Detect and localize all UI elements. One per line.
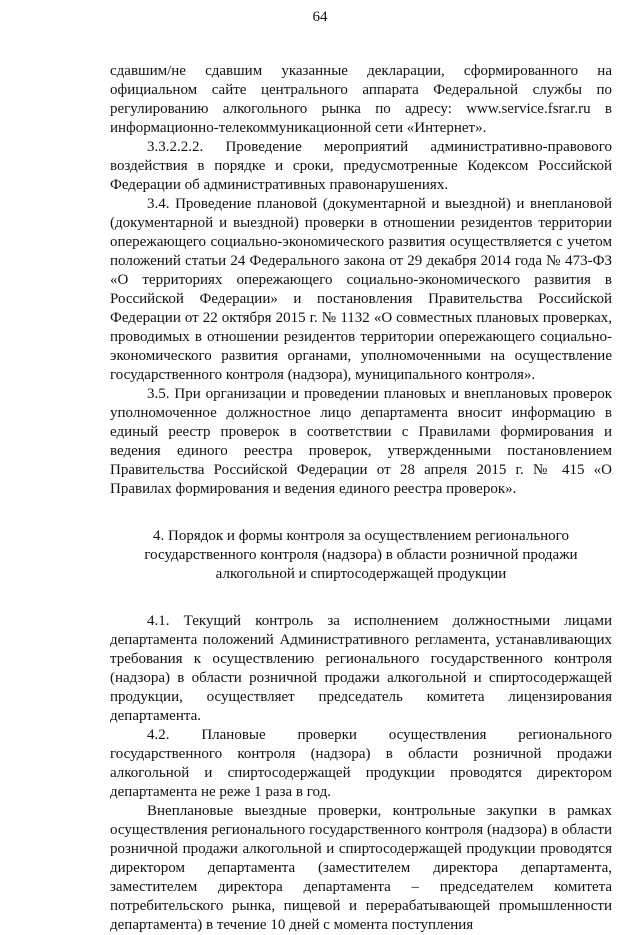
paragraph-3-4: 3.4. Проведение плановой (документарной и выездной) и внеплановой (документарной и выездной) проверки в отношении резидентов территории опережающего социально-экономического развития осуществляется с учетом положений статьи 24 Федерального закона от 29 декабря 2014 года № 473-ФЗ «О территориях опережающего социально-экономического развития в Российской Федерации» и постановления Правительства Российской Федерации от 22 октября 2015 г. № 1132 «О совместных плановых проверках, проводимых в отношении резидентов территории опережающего социально-экономического развития органами, уполномоченными на осуществление государственного контроля (надзора), муниципального контроля». [110, 196, 612, 383]
section-heading-line: 4. Порядок и формы контроля за осуществлением регионального [153, 528, 569, 544]
paragraph-unscheduled-inspections: Внеплановые выездные проверки, контрольные закупки в рамках осуществления регионального государственного контроля (надзора) в области розничной продажи алкогольной и спиртосодержащей продукции проводятся директором департамента (заместителем директора департамента, заместителем директора департамента – председателем комитета потребительского рынка, пищевой и перерабатывающей промышленности департамента) в течение 10 дней с момента поступления [110, 803, 612, 933]
section-heading-line: алкогольной и спиртосодержащей продукции [215, 566, 507, 582]
paragraph-4-1: 4.1. Текущий контроль за исполнением должностными лицами департамента положений Административного регламента, устанавливающих требования к осуществлению регионального государственного контроля (надзора) в области розничной продажи алкогольной и спиртосодержащей продукции, осуществляет председатель комитета лицензирования департамента. [110, 613, 612, 724]
page-number: 64 [312, 9, 328, 25]
section-heading-line: государственного контроля (надзора) в области розничной продажи [144, 547, 578, 563]
section-heading [110, 527, 612, 584]
paragraph-3-5: 3.5. При организации и проведении плановых и внеплановых проверок уполномоченное должностное лицо департамента вносит информацию в единый реестр проверок в соответствии с Правилами формирования и ведения единого реестра проверок, утвержденными постановлением Правительства Российской Федерации от 28 апреля 2015 г. № 415 «О Правилах формирования и ведения единого реестра проверок». [110, 386, 612, 497]
paragraph-3-3-2-2-2: 3.3.2.2.2. Проведение мероприятий административно-правового воздействия в порядке и сроки, предусмотренные Кодексом Российской Федерации об административных правонарушениях. [110, 139, 612, 193]
paragraph-4-2: 4.2. Плановые проверки осуществления регионального государственного контроля (надзора) в области розничной продажи алкогольной и спиртосодержащей продукции проводятся директором департамента не реже 1 раза в год. [110, 727, 612, 800]
document-body [110, 62, 612, 935]
paragraph-continuation: сдавшим/не сдавшим указанные декларации, сформированного на официальном сайте центрального аппарата Федеральной службы по регулированию алкогольного рынка по адресу: www.service.fsrar.ru в информационно-телекоммуникационной сети «Интернет». [110, 63, 612, 136]
